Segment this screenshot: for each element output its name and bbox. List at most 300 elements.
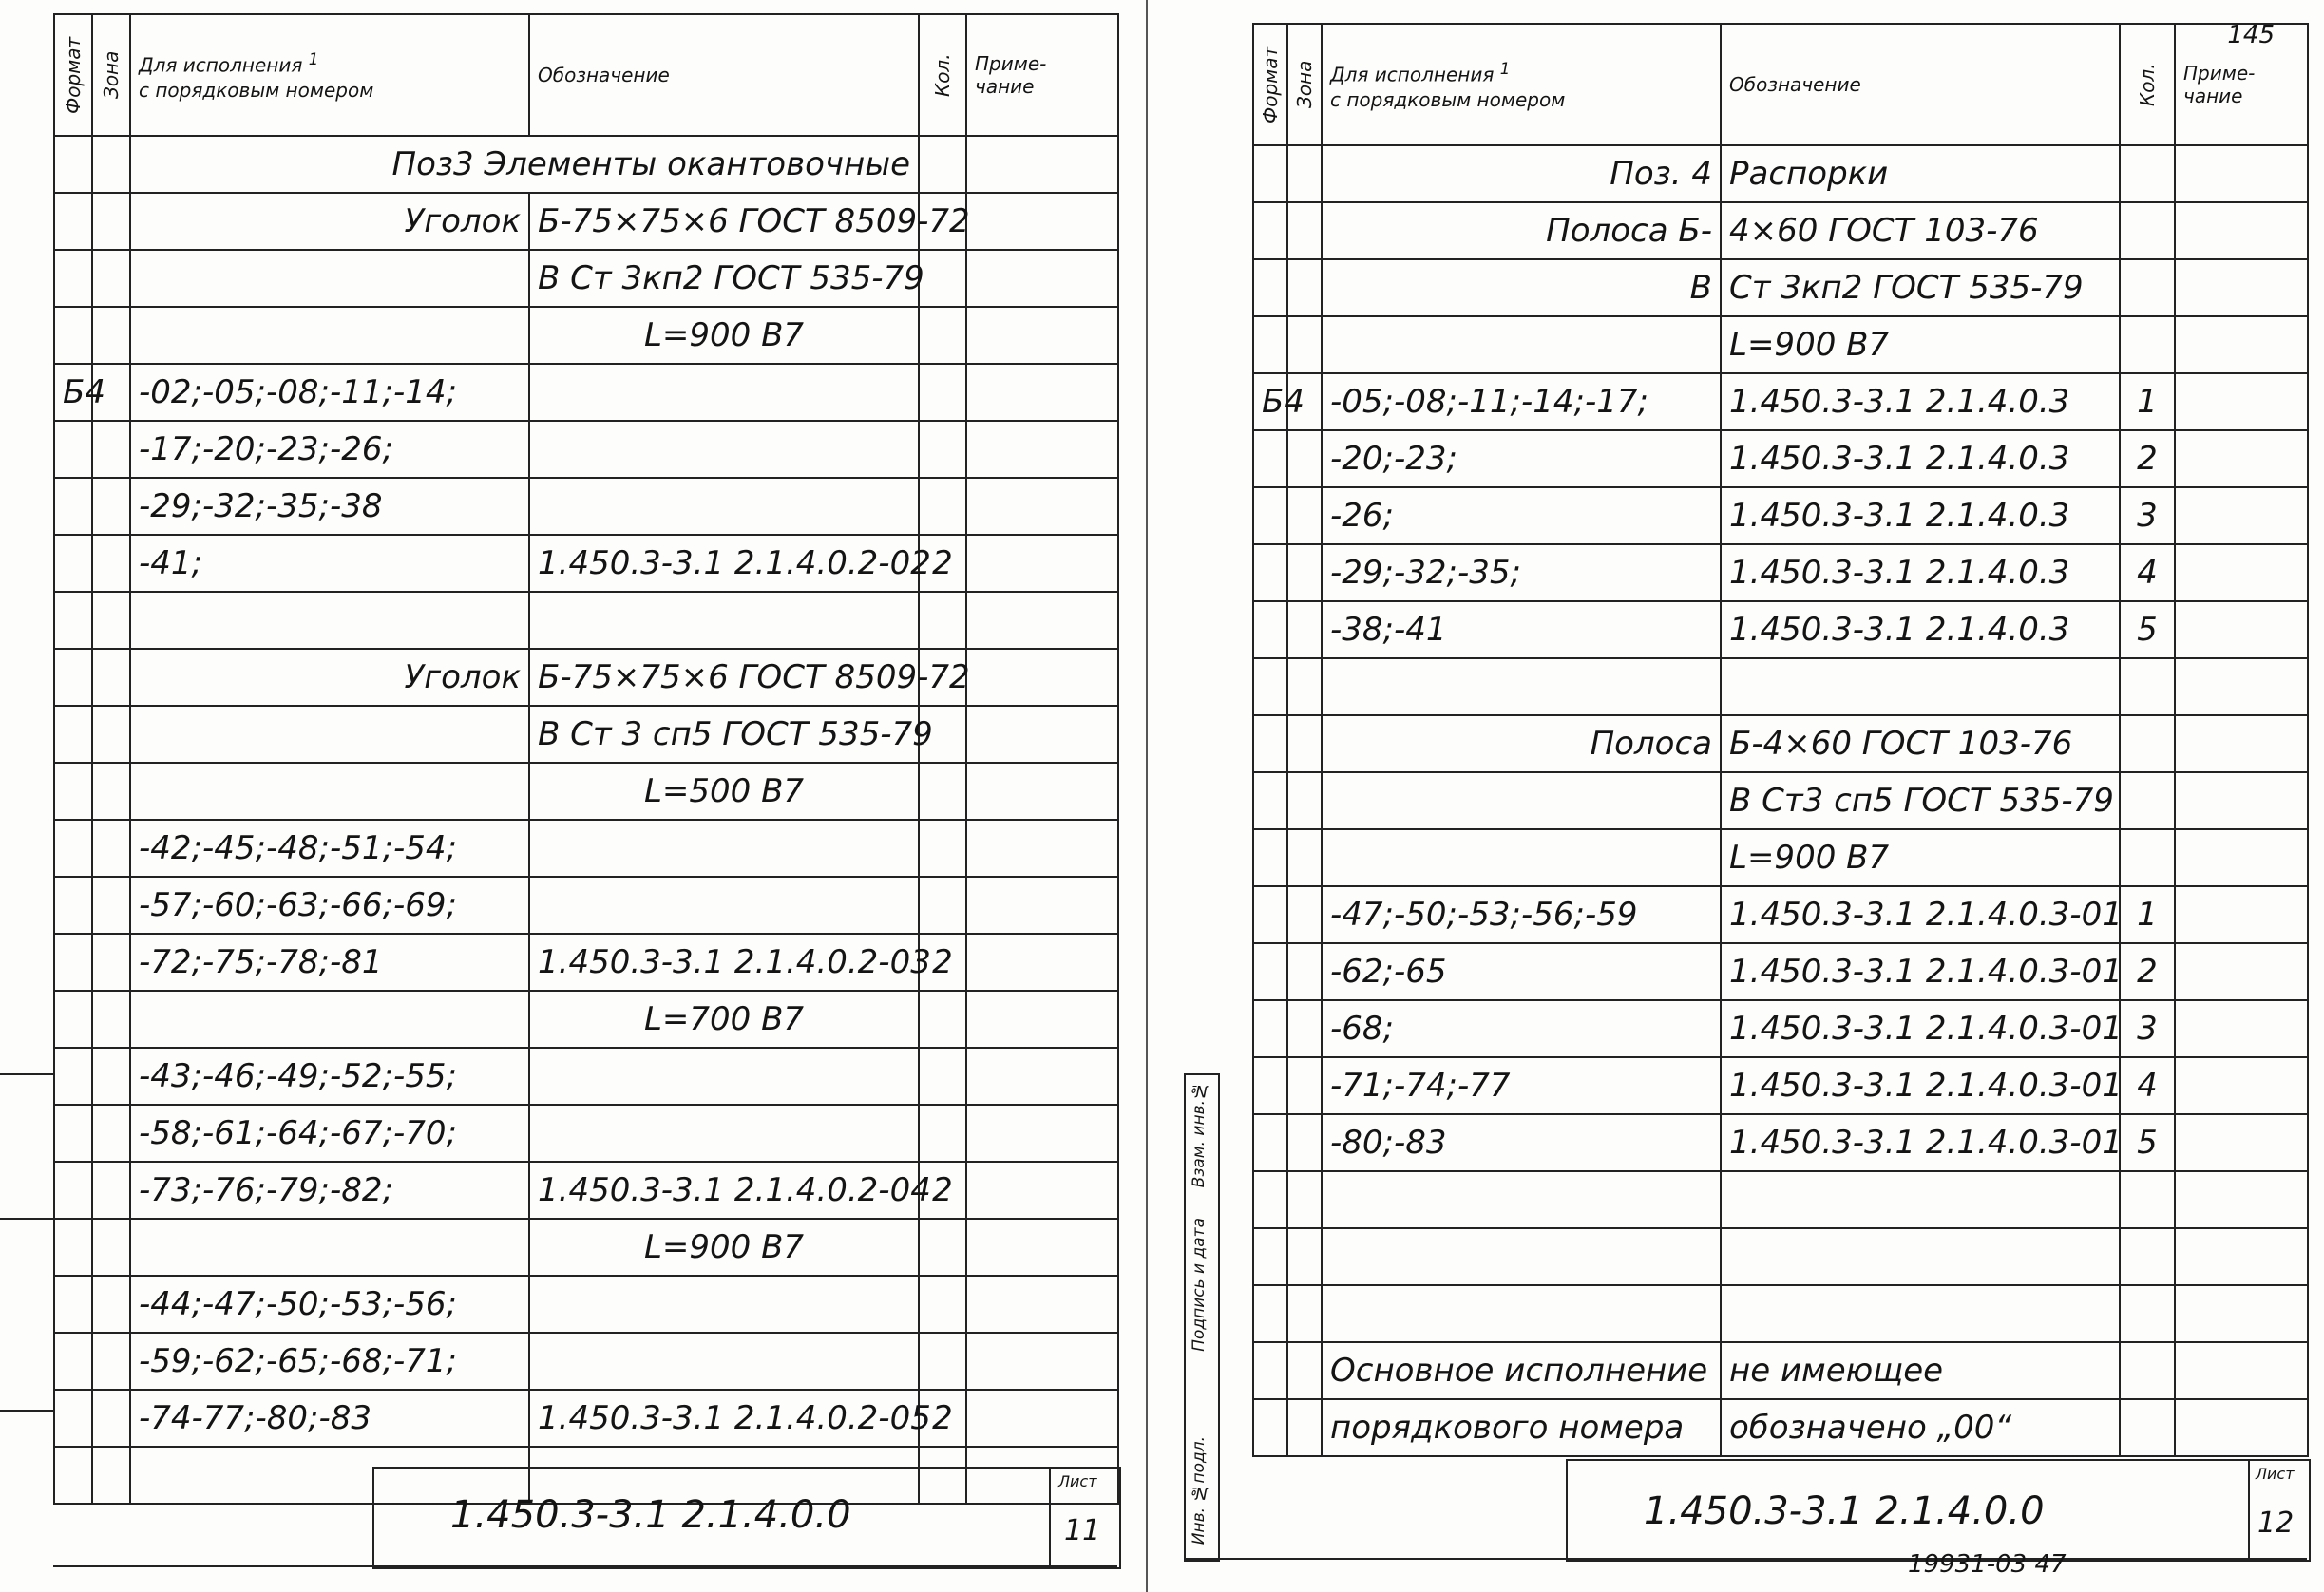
cell-designation: L=700 В7 [529,991,919,1048]
cell-format [1253,1000,1287,1057]
cell-note [966,1276,1118,1333]
cell-issue: -42;-45;-48;-51;-54; [130,820,529,877]
spec-row [54,592,1118,649]
cell-zone [92,1333,130,1390]
cell-zone [1287,601,1322,658]
cell-quantity: 1 [2120,886,2175,943]
cell-issue: -72;-75;-78;-81 [130,934,529,991]
spec-row [54,535,1118,592]
cell-zone [92,478,130,535]
cell-issue: Полоса [1322,715,1721,772]
cell-zone [1287,430,1322,487]
cell-zone [1287,772,1322,829]
archive-stamp: 19931-03 47 [1908,1550,2067,1579]
spec-row [54,991,1118,1048]
cell-issue: В [1322,259,1721,316]
cell-issue: -68; [1322,1000,1721,1057]
cell-quantity [919,421,966,478]
cell-note [2175,715,2308,772]
cell-zone [92,706,130,763]
spec-row [54,1219,1118,1276]
cell-note [966,421,1118,478]
cell-format [54,307,92,364]
cell-note [2175,943,2308,1000]
cell-note [2175,373,2308,430]
cell-issue [130,307,529,364]
cell-issue: Уголок [130,649,529,706]
cell-issue: -58;-61;-64;-67;-70; [130,1105,529,1162]
cell-note [2175,1057,2308,1114]
cell-issue: -43;-46;-49;-52;-55; [130,1048,529,1105]
header-quantity: Кол. [919,14,966,136]
binding-mark [0,1410,53,1412]
cell-format [54,136,92,193]
cell-issue [1322,316,1721,373]
spec-row [1253,1342,2308,1399]
cell-zone [92,1048,130,1105]
cell-designation [529,877,919,934]
cell-designation: Б-75×75×6 ГОСТ 8509-72 [529,649,919,706]
cell-designation: L=900 В7 [1721,829,2120,886]
cell-quantity [2120,658,2175,715]
header-note-line1: Приме- [2183,62,2256,85]
header-row [1253,24,2308,145]
cell-note [966,649,1118,706]
spec-row [54,136,1118,193]
header-issue-line2: с порядковым номером [1330,87,1566,111]
right-sheet-number: 12 [2257,1507,2295,1540]
cell-format [1253,658,1287,715]
cell-note [966,1219,1118,1276]
spec-row [54,1048,1118,1105]
cell-note [2175,259,2308,316]
header-issue-line1: Для исполнения [139,53,303,77]
cell-format [54,820,92,877]
cell-note [966,1105,1118,1162]
spec-row [54,820,1118,877]
header-row [54,14,1118,136]
cell-designation [529,1048,919,1105]
fold-line [1146,0,1148,1592]
cell-note [2175,316,2308,373]
cell-quantity: 2 [919,1390,966,1447]
cell-quantity: 2 [919,934,966,991]
binding-mark [0,1073,53,1075]
cell-issue: -62;-65 [1322,943,1721,1000]
cell-quantity: 2 [2120,943,2175,1000]
header-zone: Зона [1287,24,1322,145]
right-sheet-label: Лист [2256,1465,2295,1483]
spec-row [1253,829,2308,886]
cell-note [2175,829,2308,886]
header-issue-sup: 1 [1499,60,1511,79]
side-stamp-column [1184,1073,1220,1562]
cell-issue: Полоса Б- [1322,202,1721,259]
spec-row [1253,943,2308,1000]
cell-designation: Ст 3кп2 ГОСТ 535-79 [1721,259,2120,316]
cell-format [54,934,92,991]
cell-note [966,1048,1118,1105]
cell-note [966,136,1118,193]
cell-designation: 1.450.3-3.1 2.1.4.0.3-01 [1721,1057,2120,1114]
header-issue-line2: с порядковым номером [139,78,374,102]
page-number: 145 [2227,21,2275,49]
cell-section-title: Поз3 Элементы окантовочные [130,136,919,193]
cell-zone [92,1219,130,1276]
spec-row [1253,886,2308,943]
cell-issue: -59;-62;-65;-68;-71; [130,1333,529,1390]
cell-note [966,934,1118,991]
header-note-line2: чание [2183,85,2243,107]
header-format: Формат [54,14,92,136]
cell-zone [92,649,130,706]
cell-zone [1287,886,1322,943]
spec-row [54,1276,1118,1333]
spec-row [1253,487,2308,544]
cell-quantity [919,1333,966,1390]
cell-issue: Основное исполнение [1322,1342,1721,1399]
cell-designation: 1.450.3-3.1 2.1.4.0.3-01 [1721,1114,2120,1171]
spec-row [1253,1057,2308,1114]
right-sheet-box [2248,1461,2311,1560]
cell-quantity: 5 [2120,1114,2175,1171]
cell-quantity [919,364,966,421]
cell-note [2175,1342,2308,1399]
spec-row [54,877,1118,934]
cell-zone [1287,1114,1322,1171]
cell-quantity [2120,1285,2175,1342]
spec-row [1253,1114,2308,1171]
cell-note [966,592,1118,649]
cell-issue: -02;-05;-08;-11;-14; [130,364,529,421]
cell-format: Б4 [54,364,92,421]
cell-format [1253,601,1287,658]
cell-issue: -47;-50;-53;-56;-59 [1322,886,1721,943]
cell-designation [529,1333,919,1390]
right-doc-code: 1.450.3-3.1 2.1.4.0.0 [1644,1489,2045,1533]
header-quantity: Кол. [2120,24,2175,145]
cell-format [1253,943,1287,1000]
cell-format [1253,487,1287,544]
cell-issue [130,592,529,649]
cell-zone [92,250,130,307]
cell-zone [92,934,130,991]
sidebar-label-replace: Взам. инв.№ [1190,1081,1209,1188]
cell-zone [1287,259,1322,316]
cell-format [1253,715,1287,772]
header-note-line1: Приме- [975,52,1047,75]
cell-quantity [2120,202,2175,259]
cell-format [1253,316,1287,373]
cell-designation: 1.450.3-3.1 2.1.4.0.3 [1721,601,2120,658]
cell-quantity [919,592,966,649]
cell-zone [92,136,130,193]
cell-format [1253,886,1287,943]
cell-designation: 1.450.3-3.1 2.1.4.0.3 [1721,373,2120,430]
header-designation: Обозначение [529,14,919,136]
cell-quantity: 5 [2120,601,2175,658]
cell-designation: не имеющее [1721,1342,2120,1399]
cell-quantity: 3 [2120,487,2175,544]
cell-issue [130,1219,529,1276]
cell-zone [92,877,130,934]
cell-quantity [919,991,966,1048]
left-sheet-label: Лист [1058,1472,1097,1490]
cell-designation: Распорки [1721,145,2120,202]
spec-row [54,193,1118,250]
cell-designation: 1.450.3-3.1 2.1.4.0.2-03 [529,934,919,991]
cell-zone [1287,487,1322,544]
spec-row [1253,373,2308,430]
cell-designation: 1.450.3-3.1 2.1.4.0.3 [1721,487,2120,544]
cell-designation: L=900 В7 [1721,316,2120,373]
cell-zone [1287,658,1322,715]
cell-format [54,535,92,592]
cell-issue [130,991,529,1048]
cell-note [2175,487,2308,544]
cell-issue: -26; [1322,487,1721,544]
left-sheet-box [1049,1469,1121,1567]
cell-format [54,706,92,763]
cell-quantity: 2 [919,1162,966,1219]
cell-note [2175,1228,2308,1285]
cell-designation [529,1276,919,1333]
cell-quantity [919,1048,966,1105]
cell-format [54,763,92,820]
cell-note [966,706,1118,763]
cell-zone [92,193,130,250]
cell-note [966,1333,1118,1390]
right-bottom-border [1186,1558,2307,1560]
cell-format [54,1333,92,1390]
header-issue [1322,24,1721,145]
cell-format [1253,1114,1287,1171]
spec-row [54,1390,1118,1447]
spec-row [1253,658,2308,715]
left-bottom-border [53,1565,1117,1567]
header-note [966,14,1118,136]
cell-quantity [919,1219,966,1276]
cell-zone [92,1105,130,1162]
cell-format [1253,1399,1287,1456]
cell-format [54,1048,92,1105]
cell-designation [1721,1228,2120,1285]
cell-designation [1721,1171,2120,1228]
binding-mark [0,1218,53,1220]
cell-note [966,1162,1118,1219]
header-issue-line1: Для исполнения [1330,63,1495,86]
cell-designation: Б-75×75×6 ГОСТ 8509-72 [529,193,919,250]
cell-designation: L=500 В7 [529,763,919,820]
cell-zone [1287,145,1322,202]
cell-note [2175,1171,2308,1228]
cell-note [966,250,1118,307]
cell-format [1253,829,1287,886]
cell-zone [1287,1057,1322,1114]
cell-note [2175,430,2308,487]
cell-issue: Уголок [130,193,529,250]
cell-note [2175,886,2308,943]
spec-row [1253,1285,2308,1342]
cell-format [1253,1057,1287,1114]
cell-quantity [2120,259,2175,316]
cell-quantity [2120,316,2175,373]
cell-designation: 1.450.3-3.1 2.1.4.0.2-05 [529,1390,919,1447]
cell-issue: порядкового номера [1322,1399,1721,1456]
sidebar-label-inv: Инв. №подл. [1190,1436,1209,1545]
sidebar-label-sign: Подпись и дата [1190,1218,1209,1352]
cell-zone [92,1162,130,1219]
cell-format [1253,1228,1287,1285]
header-format: Формат [1253,24,1287,145]
cell-designation: 1.450.3-3.1 2.1.4.0.3-01 [1721,886,2120,943]
cell-zone [92,421,130,478]
cell-designation: 1.450.3-3.1 2.1.4.0.3 [1721,544,2120,601]
cell-format [54,478,92,535]
spec-row [1253,601,2308,658]
cell-designation [1721,1285,2120,1342]
spec-row [1253,715,2308,772]
cell-designation: 4×60 ГОСТ 103-76 [1721,202,2120,259]
cell-format [54,1276,92,1333]
cell-format [54,991,92,1048]
spec-row [1253,1228,2308,1285]
cell-designation [529,820,919,877]
cell-issue: -29;-32;-35;-38 [130,478,529,535]
cell-issue [130,763,529,820]
spec-row [54,1333,1118,1390]
spec-row [1253,145,2308,202]
cell-note [2175,544,2308,601]
header-issue-sup: 1 [308,50,319,69]
cell-note [2175,658,2308,715]
cell-format [1253,202,1287,259]
cell-designation: 1.450.3-3.1 2.1.4.0.2-02 [529,535,919,592]
cell-designation: 1.450.3-3.1 2.1.4.0.2-04 [529,1162,919,1219]
cell-zone [92,1390,130,1447]
cell-note [2175,1399,2308,1456]
cell-quantity [2120,1342,2175,1399]
cell-zone [92,1447,130,1504]
cell-format: Б4 [1253,373,1287,430]
cell-format [1253,430,1287,487]
cell-zone [92,1276,130,1333]
cell-quantity [919,820,966,877]
cell-zone [1287,1399,1322,1456]
cell-note [966,364,1118,421]
cell-quantity [2120,715,2175,772]
cell-zone [1287,1171,1322,1228]
cell-designation: Б-4×60 ГОСТ 103-76 [1721,715,2120,772]
cell-format [54,649,92,706]
spec-row [1253,259,2308,316]
cell-issue: Поз. 4 [1322,145,1721,202]
cell-issue [1322,1171,1721,1228]
cell-format [54,193,92,250]
cell-issue [1322,772,1721,829]
cell-quantity [919,478,966,535]
spec-row [1253,316,2308,373]
cell-designation: 1.450.3-3.1 2.1.4.0.3-01 [1721,1000,2120,1057]
cell-quantity [919,1276,966,1333]
cell-issue: -71;-74;-77 [1322,1057,1721,1114]
cell-note [2175,202,2308,259]
cell-format [1253,544,1287,601]
cell-zone [1287,1000,1322,1057]
cell-issue: -17;-20;-23;-26; [130,421,529,478]
cell-format [54,1447,92,1504]
cell-note [2175,1114,2308,1171]
cell-format [54,250,92,307]
cell-designation: L=900 В7 [529,1219,919,1276]
cell-zone [92,535,130,592]
cell-zone [92,991,130,1048]
cell-quantity: 1 [2120,373,2175,430]
right-sheet [1252,0,2307,1577]
right-title-block [1566,1459,2311,1562]
cell-designation: В Ст3 сп5 ГОСТ 535-79 [1721,772,2120,829]
cell-zone [1287,202,1322,259]
cell-issue: -44;-47;-50;-53;-56; [130,1276,529,1333]
cell-note [966,1390,1118,1447]
spec-row [54,1162,1118,1219]
cell-zone [1287,715,1322,772]
cell-designation: 1.450.3-3.1 2.1.4.0.3 [1721,430,2120,487]
spec-row [1253,1000,2308,1057]
cell-designation [529,592,919,649]
cell-format [1253,1342,1287,1399]
cell-issue: -41; [130,535,529,592]
header-zone: Зона [92,14,130,136]
cell-designation [529,364,919,421]
cell-zone [92,592,130,649]
cell-issue [1322,1285,1721,1342]
spec-row [1253,430,2308,487]
cell-quantity [919,877,966,934]
cell-quantity [919,763,966,820]
cell-quantity [2120,829,2175,886]
cell-note [2175,1000,2308,1057]
cell-format [1253,259,1287,316]
cell-issue [1322,829,1721,886]
cell-quantity [2120,1228,2175,1285]
cell-quantity [919,1105,966,1162]
cell-format [1253,145,1287,202]
cell-zone [92,820,130,877]
cell-format [54,421,92,478]
cell-issue [130,706,529,763]
cell-format [54,1105,92,1162]
cell-designation: обозначено „00“ [1721,1399,2120,1456]
cell-format [54,1219,92,1276]
cell-quantity [2120,145,2175,202]
cell-note [2175,601,2308,658]
cell-zone [1287,943,1322,1000]
cell-format [1253,772,1287,829]
spec-row [1253,1171,2308,1228]
cell-note [966,478,1118,535]
cell-designation [1721,658,2120,715]
cell-quantity [919,136,966,193]
cell-issue [1322,658,1721,715]
cell-quantity: 4 [2120,1057,2175,1114]
cell-note [2175,772,2308,829]
cell-zone [92,763,130,820]
cell-issue: -05;-08;-11;-14;-17; [1322,373,1721,430]
spec-row [1253,1399,2308,1456]
header-issue [130,14,529,136]
cell-issue: -73;-76;-79;-82; [130,1162,529,1219]
